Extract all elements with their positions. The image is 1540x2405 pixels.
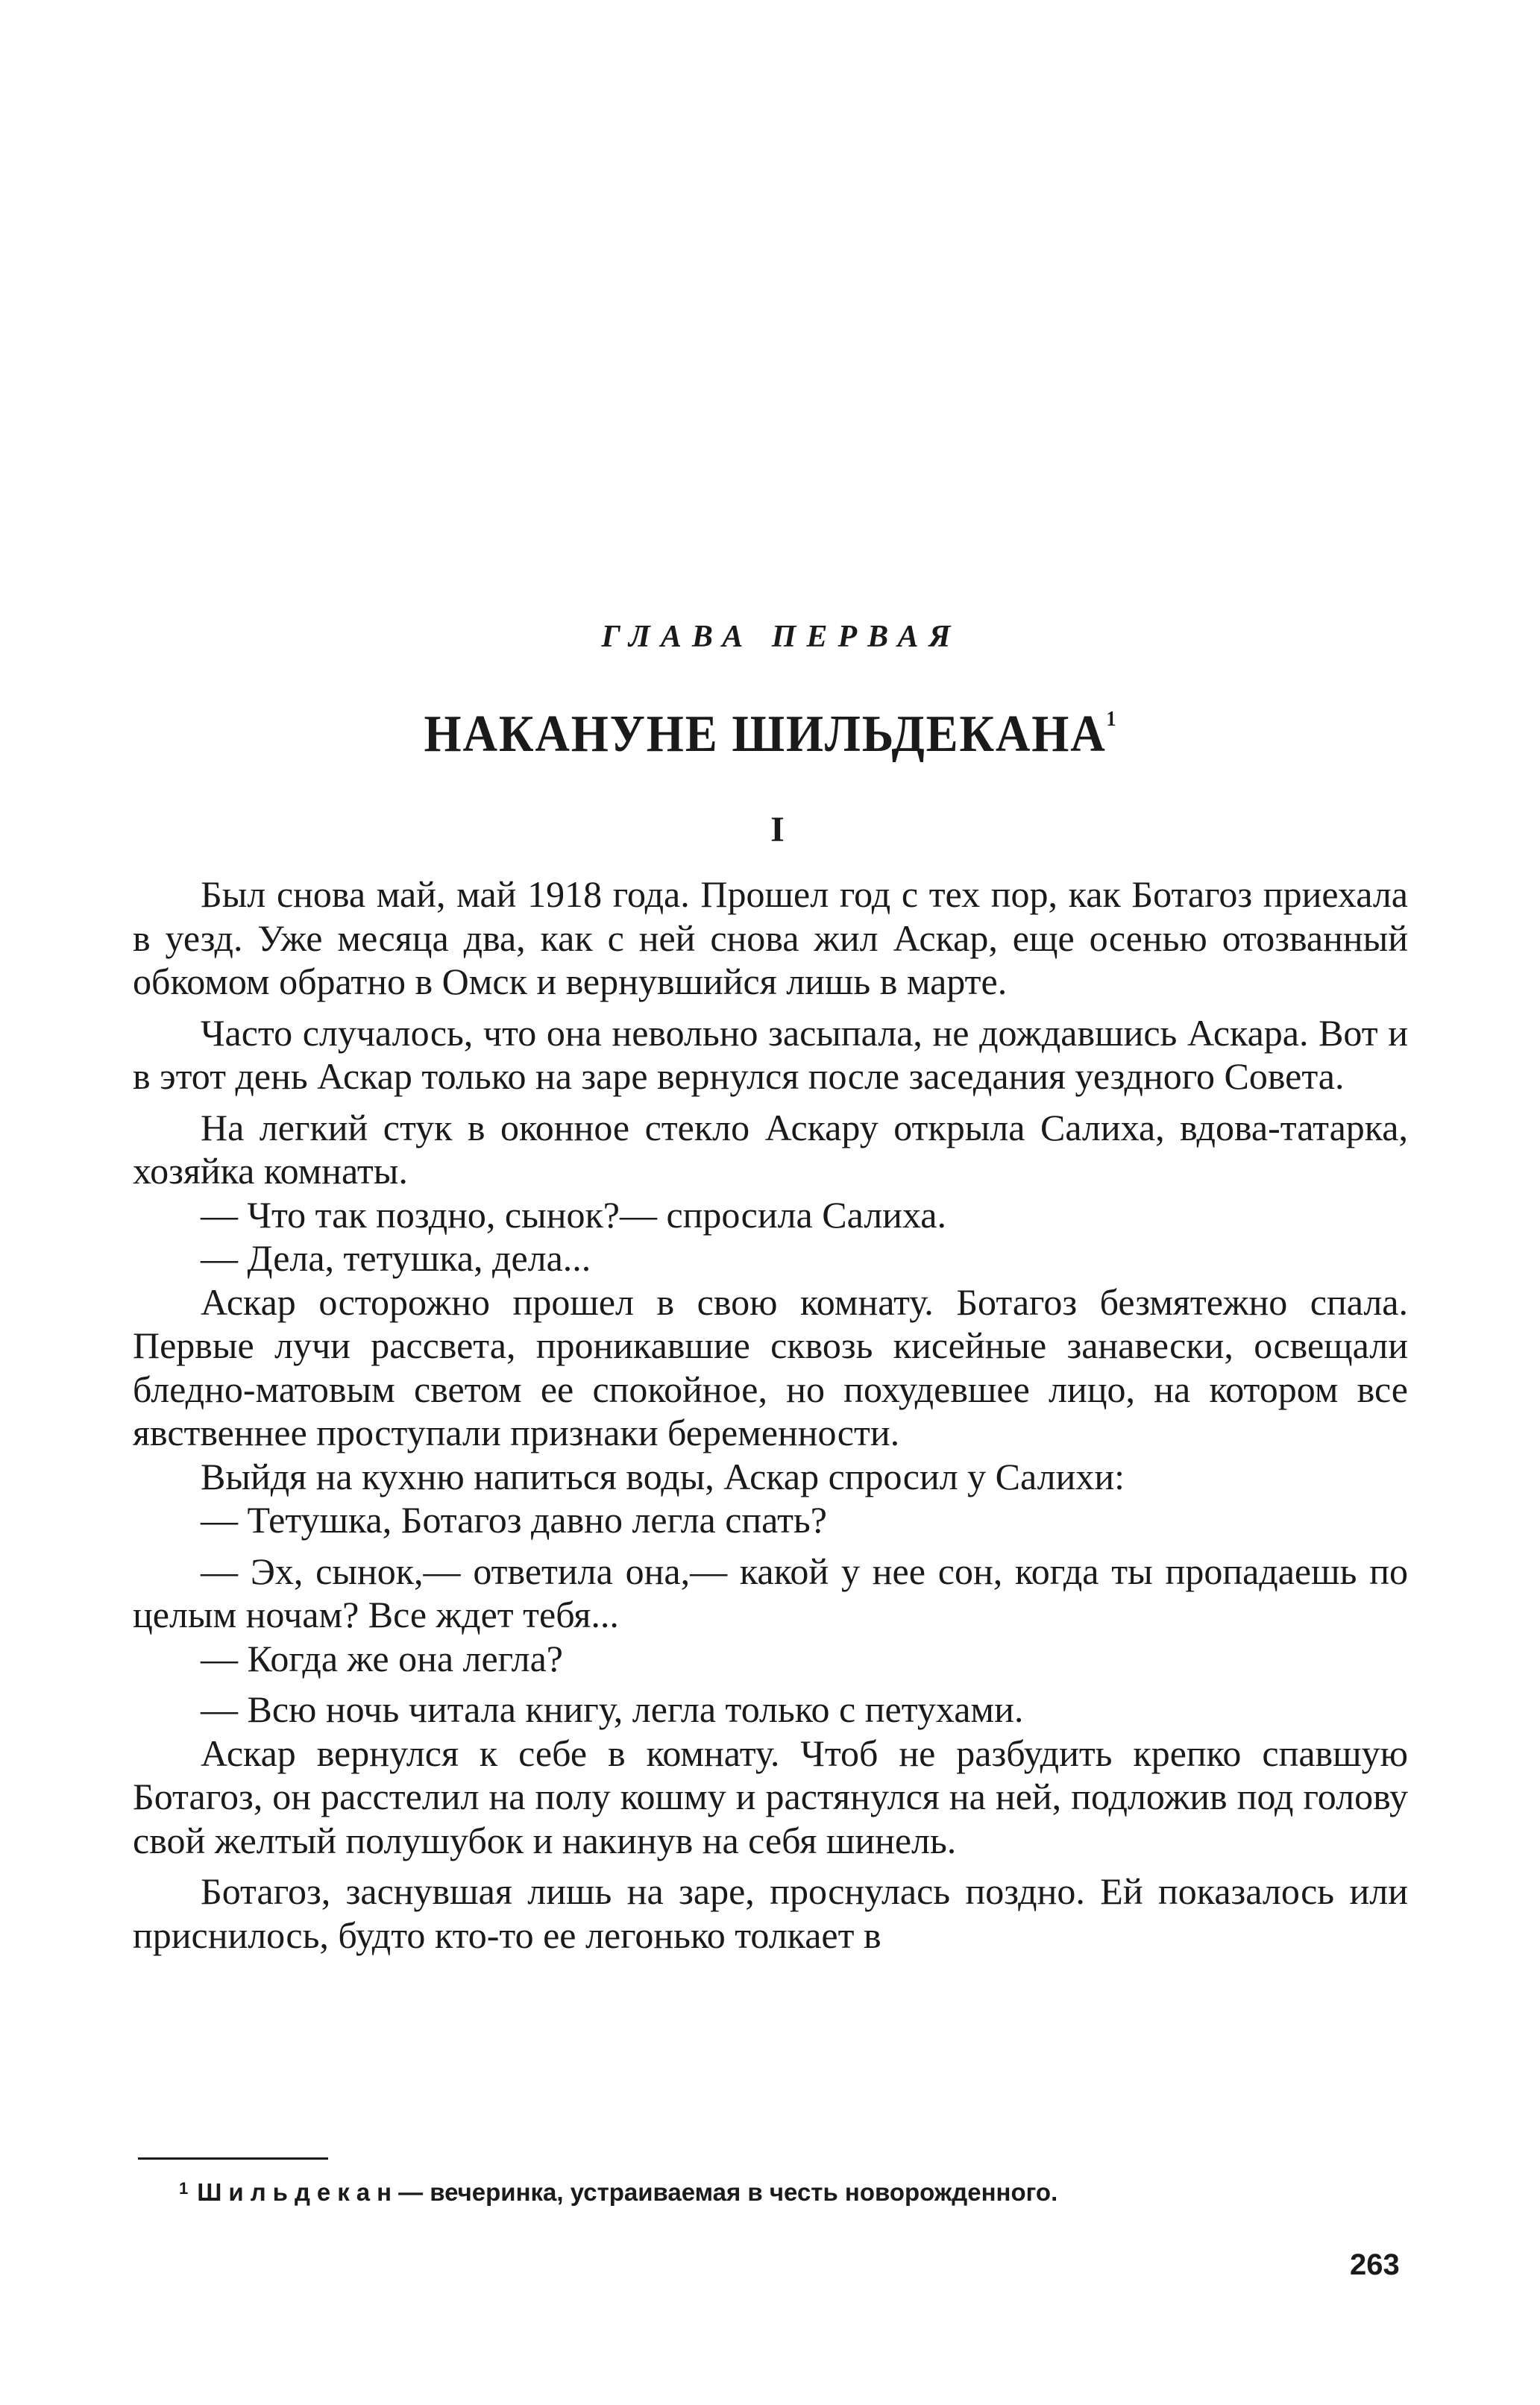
dialogue-line: — Всю ночь читала книгу, легла только с петухами. [201,1688,1024,1730]
footnote-mark: 1 [179,2179,189,2198]
paragraph: Часто случалось, что она невольно засыпала, не дождавшись Аскара. Вот и в этот день Аскар только на заре вернулся после заседания уездного Совета. [133,1011,1408,1097]
dialogue-line: — Что так поздно, сынок?— спросила Салиха. [201,1193,946,1236]
paragraph: Выйдя на кухню напиться воды, Аскар спросил у Салихи: [201,1455,1125,1497]
footnote-term: Шильдекан [197,2178,399,2206]
paragraph: Аскар вернулся к себе в комнату. Чтоб не разбудить крепко спавшую Ботагоз, он расстелил на полу кошму и растянулся на ней, подложив под голову свой желтый полушубок и накинув на себя шинель. [133,1732,1408,1861]
body-text [133,873,1408,1964]
dialogue-line: — Когда же она легла? [201,1637,563,1679]
chapter-title-text: НАКАНУНЕ ШИЛЬДЕКАНА [424,705,1107,763]
footnote [179,2172,1372,2209]
footnote-text: — вечеринка, устраиваемая в честь новорожденного. [398,2178,1058,2206]
dialogue-line: — Дела, тетушка, дела... [201,1237,591,1279]
chapter-title [62,705,1479,764]
chapter-label: ГЛАВА ПЕРВАЯ [601,620,961,654]
section-number: I [770,810,785,849]
paragraph: На легкий стук в оконное стекло Аскару открыла Салиха, вдова-татарка, хозяйка комнаты. [133,1106,1408,1192]
footnote-reference: 1 [1106,708,1116,731]
dialogue-line: — Тетушка, Ботагоз давно легла спать? [201,1499,827,1541]
footnote-divider [138,2157,328,2160]
paragraph: Аскар осторожно прошел в свою комнату. Ботагоз безмятежно спала. Первые лучи рассвета, проникавшие сквозь кисейные занавески, освещали бледно-матовым светом ее спокойное, но похудевшее лицо, на котором все явственнее проступали признаки беременности. [133,1280,1408,1453]
dialogue-line: — Эх, сынок,— ответила она,— какой у нее сон, когда ты пропадаешь по целым ночам? Все ждет тебя... [133,1550,1408,1635]
page-number: 263 [1350,2248,1400,2281]
paragraph: Был снова май, май 1918 года. Прошел год с тех пор, как Ботагоз приехала в уезд. Уже месяца два, как с ней снова жил Аскар, еще осенью отозванный обкомом обратно в Омск и вернувшийся лишь в марте. [133,873,1408,1002]
paragraph: Ботагоз, заснувшая лишь на заре, проснулась поздно. Ей показалось или приснилось, будто кто-то ее легонько толкает в [133,1870,1408,1956]
